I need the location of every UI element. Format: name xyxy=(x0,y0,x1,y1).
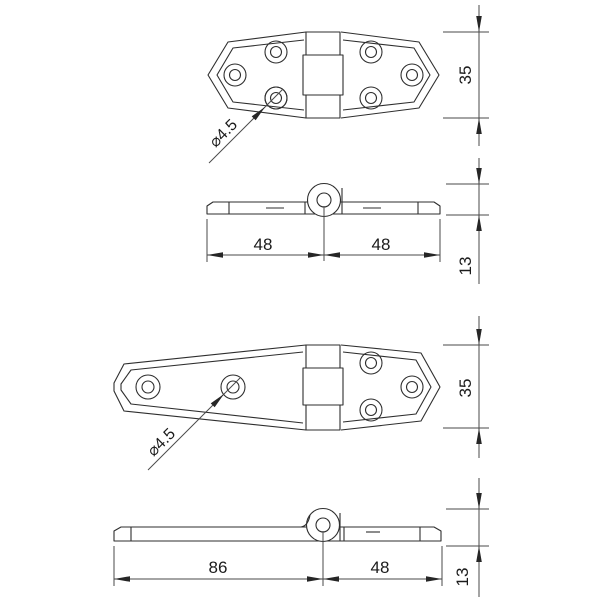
screw-hole-countersink xyxy=(265,87,287,109)
dimension-arrowhead xyxy=(207,252,223,258)
knuckle-segment xyxy=(306,95,340,118)
dimension-arrowhead xyxy=(426,576,442,582)
screw-hole-countersink xyxy=(360,87,382,109)
screw-hole xyxy=(366,358,377,369)
dimension-arrowhead xyxy=(476,16,482,32)
height-dimension xyxy=(443,5,489,146)
hole-diameter-callout xyxy=(206,89,283,163)
screw-hole xyxy=(366,93,377,104)
dimension-arrowhead xyxy=(424,252,440,258)
screw-hole xyxy=(366,405,377,416)
screw-hole xyxy=(271,93,282,104)
left-span-label: 86 xyxy=(208,558,228,577)
dimension-arrowhead xyxy=(476,168,482,184)
dimension-arrowhead xyxy=(324,252,340,258)
screw-hole-countersink xyxy=(360,399,382,421)
hinge-knuckle xyxy=(303,345,343,430)
hole-diameter-label: ⌀4.5 xyxy=(144,425,179,460)
leader-arrowhead xyxy=(211,392,226,407)
screw-hole-countersink xyxy=(401,376,423,398)
knuckle-segment xyxy=(303,368,343,405)
thickness-dimension xyxy=(446,478,489,597)
thickness-dimension xyxy=(446,158,489,284)
leader-line xyxy=(148,378,240,470)
dimension-arrowhead xyxy=(476,215,482,231)
screw-hole-countersink xyxy=(224,64,246,86)
screw-hole xyxy=(271,47,282,58)
height-dimension xyxy=(443,316,489,458)
symmetric-hinge-side-view xyxy=(207,158,489,284)
thickness-dimension-label: 13 xyxy=(456,256,475,276)
left-strap-inner-outline xyxy=(121,352,303,423)
height-dimension-label: 35 xyxy=(456,378,475,398)
knuckle-segment xyxy=(303,55,343,95)
width-dimensions xyxy=(114,531,442,586)
right-span-label: 48 xyxy=(371,235,391,254)
screw-hole xyxy=(407,70,418,81)
strap-hinge-side-view xyxy=(114,478,489,597)
dimension-arrowhead xyxy=(476,118,482,134)
symmetric-hinge-top-view xyxy=(206,5,489,163)
knuckle-segment xyxy=(306,32,340,55)
dimension-arrowhead xyxy=(114,576,130,582)
leaf-bar-outline xyxy=(114,527,441,541)
knuckle-segment xyxy=(306,345,340,368)
knuckle-segment xyxy=(306,405,340,430)
screw-hole-countersink xyxy=(136,375,160,399)
screw-hole xyxy=(407,382,418,393)
screw-holes xyxy=(224,41,423,109)
screw-hole xyxy=(366,47,377,58)
screw-hole-countersink xyxy=(401,64,423,86)
dimension-arrowhead xyxy=(307,576,323,582)
screw-hole xyxy=(142,381,154,393)
strap-hinge-top-view xyxy=(114,316,489,470)
left-span-label: 48 xyxy=(253,235,273,254)
dimension-arrowhead xyxy=(476,546,482,562)
dimension-arrowhead xyxy=(476,329,482,345)
hinge-knuckle xyxy=(303,32,343,118)
height-dimension-label: 35 xyxy=(456,65,475,85)
dimension-arrowhead xyxy=(323,576,339,582)
left-strap-outer-outline xyxy=(114,345,306,430)
right-span-label: 48 xyxy=(370,558,390,577)
dimension-arrowhead xyxy=(476,493,482,509)
screw-hole-countersink xyxy=(221,375,245,399)
thickness-dimension-label: 13 xyxy=(453,567,472,587)
dimension-arrowhead xyxy=(308,252,324,258)
screw-hole-countersink xyxy=(265,41,287,63)
screw-hole xyxy=(230,70,241,81)
dimension-arrowhead xyxy=(476,428,482,444)
left-leaf-inner-outline xyxy=(217,40,304,110)
screw-hole-countersink xyxy=(360,41,382,63)
screw-hole xyxy=(227,381,239,393)
hole-diameter-label: ⌀4.5 xyxy=(206,116,241,151)
screw-holes xyxy=(136,352,423,421)
